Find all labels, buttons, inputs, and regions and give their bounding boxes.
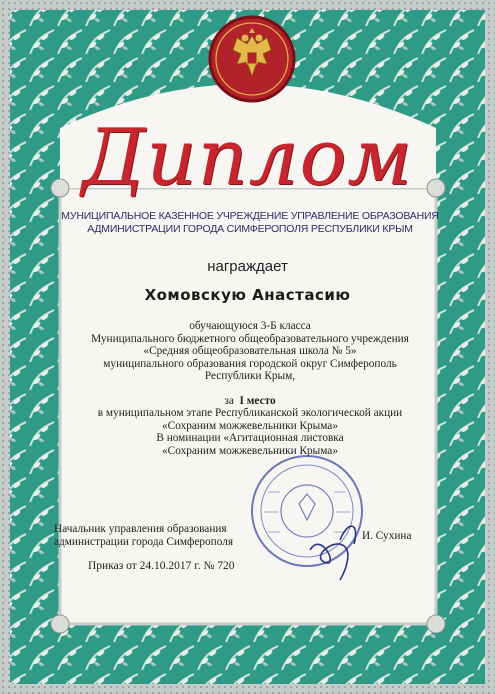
body-line-municipality: муниципального образования городской округ Симферополь [103,357,397,370]
body-line-institution: Муниципального бюджетного общеобразовательного учреждения [91,332,409,345]
diploma-title: Диплом [81,113,414,203]
issuer-line-2: АДМИНИСТРАЦИИ ГОРОДА СИМФЕРОПОЛЯ РЕСПУБЛИКИ КРЫМ [87,223,413,235]
body-line-nomination-title: «Сохраним можжевельники Крыма» [162,444,338,457]
russian-coat-of-arms-icon [207,14,297,104]
signatory-name: И. Сухина [362,530,412,542]
place-value: I место [239,394,276,407]
body-line-school: «Средняя общеобразовательная школа № 5» [143,345,357,357]
handwritten-signature [300,510,370,584]
body-line-class: обучающуюся 3-Б класса [189,320,311,332]
awards-word: награждает [207,258,288,275]
body-line-action: «Сохраним можжевельники Крыма» [162,419,338,432]
signatory-role-line-1: Начальник управления образования [54,523,227,535]
diploma-body [70,320,430,457]
body-line-nomination: В номинации «Агитационная листовка [156,432,344,444]
issuer-line-1: МУНИЦИПАЛЬНОЕ КАЗЕННОЕ УЧРЕЖДЕНИЕ УПРАВЛЕНИЕ ОБРАЗОВАНИЯ [61,210,439,222]
place-prefix: за [224,394,234,407]
signatory-role [54,523,304,549]
signatory-role-line-2: администрации города Симферополя [54,536,234,548]
issuer-header [40,210,460,236]
order-reference: Приказ от 24.10.2017 г. № 720 [88,560,235,572]
body-line-stage: в муниципальном этапе Республиканской экологической акции [97,407,403,419]
recipient-name: Хомовскую Анастасию [144,286,351,304]
award-place [70,395,430,408]
body-line-republic: Республики Крым, [204,370,296,382]
